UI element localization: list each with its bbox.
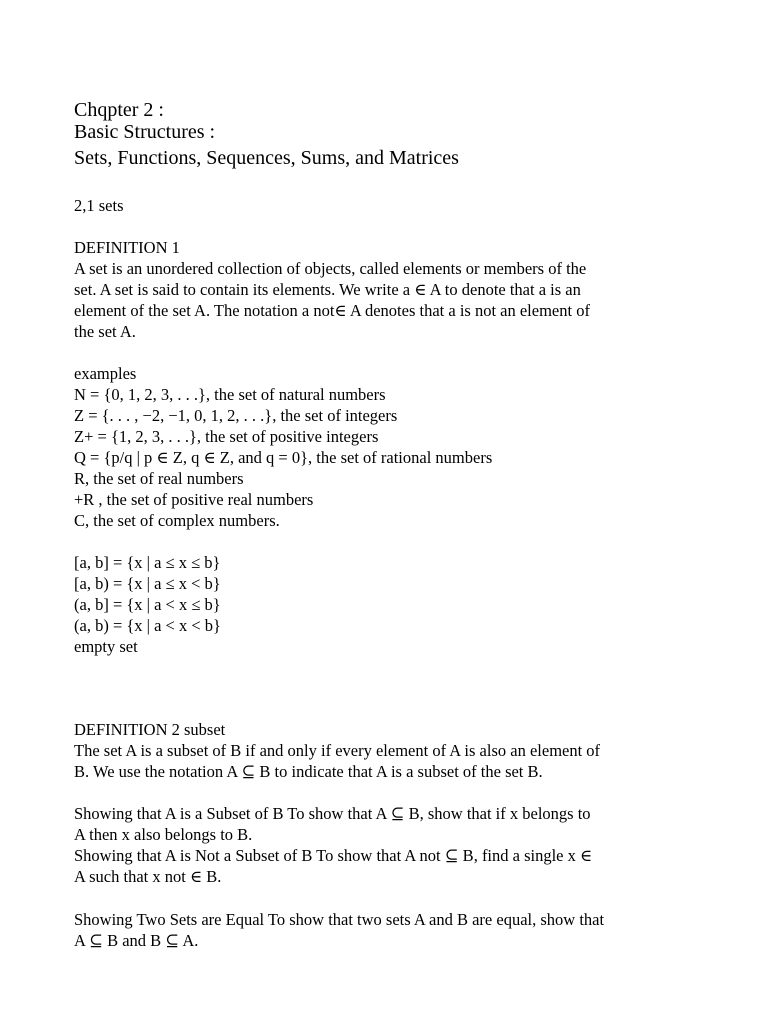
example-line: Z = {. . . , −2, −1, 0, 1, 2, . . .}, the set of integers [74, 406, 398, 425]
interval-line: [a, b] = {x | a ≤ x ≤ b} [74, 553, 221, 572]
definition-1-heading: DEFINITION 1 [74, 238, 180, 257]
example-line: C, the set of complex numbers. [74, 511, 280, 530]
interval-line: (a, b) = {x | a < x < b} [74, 616, 221, 635]
chapter-heading: Chqpter 2 : [74, 99, 164, 121]
examples-heading: examples [74, 364, 137, 383]
example-line: Q = {p/q | p ∈ Z, q ∈ Z, and q = 0}, the set of rational numbers [74, 448, 493, 467]
definition-2-line: B. We use the notation A ⊆ B to indicate that A is a subset of the set B. [74, 762, 543, 781]
subset-proof-line: A then x also belongs to B. [74, 825, 253, 844]
definition-1-line: A set is an unordered collection of objects, called elements or members of the [74, 259, 587, 278]
interval-line: [a, b) = {x | a ≤ x < b} [74, 574, 221, 593]
not-subset-proof-line: A such that x not ∈ B. [74, 867, 222, 886]
not-subset-proof-line: Showing that A is Not a Subset of B To show that A not ⊆ B, find a single x ∈ [74, 846, 593, 865]
set-equality-line: A ⊆ B and B ⊆ A. [74, 931, 199, 950]
example-line: +R , the set of positive real numbers [74, 490, 314, 509]
definition-1-line: the set A. [74, 322, 136, 341]
title-line-2: Sets, Functions, Sequences, Sums, and Matrices [74, 147, 459, 169]
subset-proof-line: Showing that A is a Subset of B To show that A ⊆ B, show that if x belongs to [74, 804, 591, 823]
section-heading: 2,1 sets [74, 196, 124, 215]
interval-line: (a, b] = {x | a < x ≤ b} [74, 595, 221, 614]
definition-2-heading: DEFINITION 2 subset [74, 720, 226, 739]
title-line-1: Basic Structures : [74, 121, 216, 143]
definition-1-line: set. A set is said to contain its elements. We write a ∈ A to denote that a is an [74, 280, 581, 299]
definition-2-line: The set A is a subset of B if and only if every element of A is also an element of [74, 741, 601, 760]
set-equality-line: Showing Two Sets are Equal To show that two sets A and B are equal, show that [74, 910, 605, 929]
example-line: N = {0, 1, 2, 3, . . .}, the set of natural numbers [74, 385, 386, 404]
empty-set-line: empty set [74, 637, 138, 656]
example-line: Z+ = {1, 2, 3, . . .}, the set of positive integers [74, 427, 379, 446]
example-line: R, the set of real numbers [74, 469, 244, 488]
definition-1-line: element of the set A. The notation a not∈ A denotes that a is not an element of [74, 301, 590, 320]
